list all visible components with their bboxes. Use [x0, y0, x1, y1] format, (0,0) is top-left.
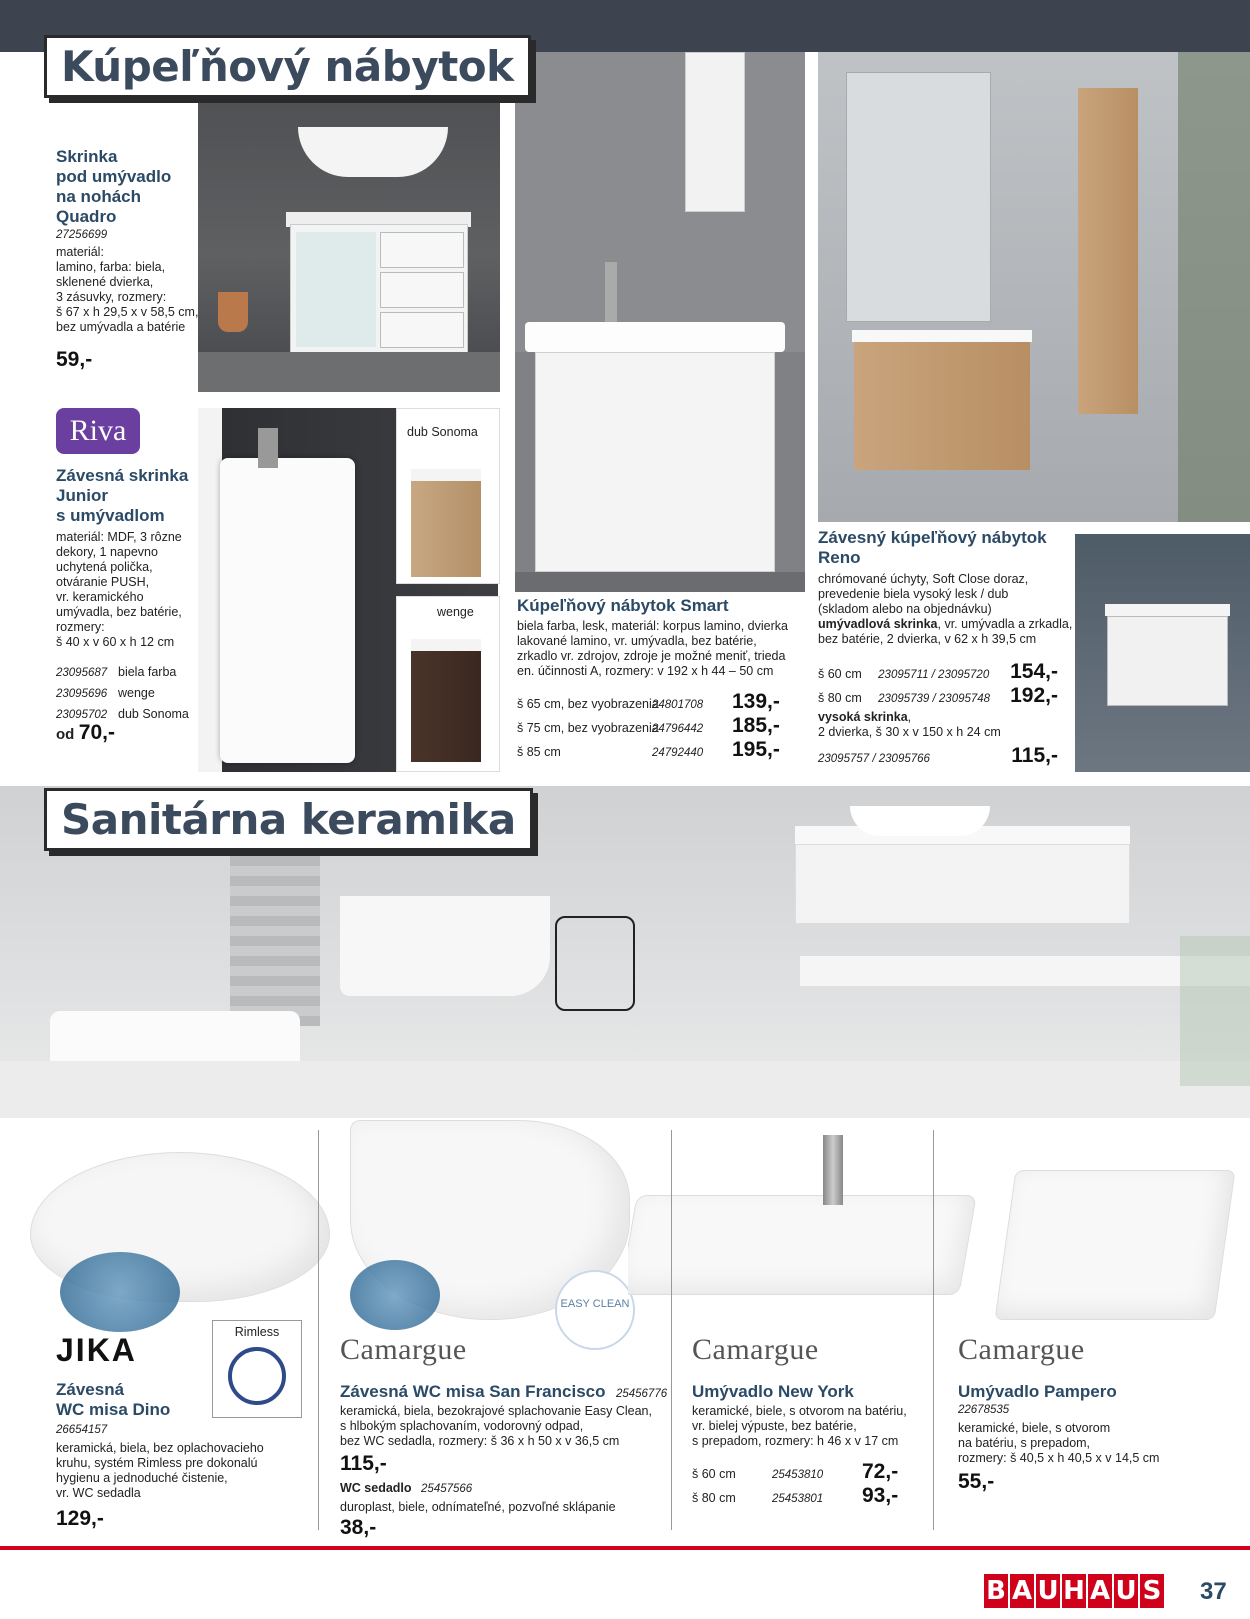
label-wenge: wenge	[437, 605, 474, 619]
sanfrancisco-price: 115,-	[340, 1452, 387, 1475]
junior-title: Závesná skrinka Junior s umývadlom	[56, 466, 189, 525]
quadro-title: Skrinka pod umývadlo na nohách Quadro	[56, 147, 172, 226]
variant-row: 23095702 dub Sonoma	[56, 707, 189, 721]
footer-rule	[0, 1546, 1250, 1550]
junior-desc: materiál: MDF, 3 rôzne dekory, 1 napevno uchytená polička, otváranie PUSH, vr. keramického umývadla, bez batérie, rozmery: š 40 x v 60 x h 12 cm	[56, 530, 182, 649]
newyork-desc: keramické, biele, s otvorom na batériu, vr. bielej výpuste, bez batérie, s prepadom, rozmery: h 46 x v 17 cm	[692, 1404, 907, 1448]
quadro-price: 59,-	[56, 348, 93, 371]
easy-clean-badge: EASY CLEAN	[555, 1270, 635, 1350]
sanfrancisco-title-row: Závesná WC misa San Francisco 25456776	[340, 1382, 668, 1401]
newyork-row: š 60 cm 25453810 72,-	[692, 1460, 899, 1483]
smart-photo	[515, 52, 805, 592]
dino-desc: keramická, biela, bez oplachovacieho kruhu, systém Rimless pre dokonalú hygienu a jednoduché čistenie, vr. WC sedadla	[56, 1441, 264, 1500]
reno-title: Závesný kúpeľňový nábytok Reno	[818, 528, 1047, 567]
quadro-photo	[198, 52, 500, 392]
dino-wc-image	[10, 1122, 330, 1332]
page-number: 37	[1200, 1578, 1227, 1605]
quadro-desc: materiál: lamino, farba: biela, sklenené dvierka, 3 zásuvky, rozmery: š 67 x h 29,5 x v 58,5 cm, bez umývadla a batérie	[56, 245, 199, 334]
newyork-title: Umývadlo New York	[692, 1382, 854, 1401]
pampero-title: Umývadlo Pampero	[958, 1382, 1117, 1401]
smart-title: Kúpeľňový nábytok Smart	[517, 596, 729, 615]
section-title-furniture: Kúpeľňový nábytok	[44, 35, 531, 98]
divider	[671, 1130, 672, 1530]
newyork-basin-image	[628, 1135, 983, 1325]
pampero-desc: keramické, biele, s otvorom na batériu, s prepadom, rozmery: š 40,5 x h 40,5 x v 14,5 cm	[958, 1421, 1160, 1465]
sanfrancisco-desc: keramická, biela, bezokrajové splachovanie Easy Clean, s hlbokým splachovaním, vodorovný odpad, bez WC sedadla, rozmery: š 36 x h 50 x v 36,5 cm	[340, 1404, 652, 1448]
sanfrancisco-wc-image	[340, 1120, 640, 1350]
dino-code: 26654157	[56, 1424, 108, 1436]
reno-row: š 80 cm 23095739 / 23095748 192,-	[818, 684, 1058, 707]
pampero-basin-image	[995, 1150, 1245, 1335]
pampero-code: 22678535	[958, 1404, 1010, 1416]
junior-variants	[56, 662, 201, 725]
reno-row: š 60 cm 23095711 / 23095720 154,-	[818, 660, 1058, 683]
riva-brand-text: Riva	[69, 414, 127, 447]
sonoma-swatch	[396, 408, 500, 584]
variant-row: 23095687 biela farba	[56, 665, 177, 679]
wenge-swatch	[396, 596, 500, 772]
reno-desc: chrómované úchyty, Soft Close doraz, prevedenie biela vysoký lesk / dub (skladom alebo na objednávku) umývadlová skrinka, vr. umývadla a zrkadla, bez batérie, 2 dvierka, v 62 x h 39,5 cm	[818, 572, 1073, 646]
seat-desc: duroplast, biele, odnímateľné, pozvoľné sklápanie	[340, 1500, 616, 1514]
reno-tall-row: 23095757 / 23095766 115,-	[818, 744, 1058, 767]
reno-white-photo	[1075, 534, 1250, 772]
seat-row: WC sedadlo 25457566	[340, 1481, 473, 1495]
smart-row: š 75 cm, bez vyobrazenia 24796442 185,-	[517, 714, 780, 737]
riva-logo	[56, 408, 140, 454]
variant-row: 23095696 wenge	[56, 686, 155, 700]
jika-logo: JIKA	[56, 1332, 137, 1368]
rimless-label: Rimless	[234, 1325, 280, 1339]
quadro-code: 27256699	[56, 229, 108, 241]
seat-price: 38,-	[340, 1516, 377, 1539]
smart-row: š 85 cm 24792440 195,-	[517, 738, 780, 761]
label-sonoma: dub Sonoma	[407, 425, 478, 439]
dino-title: Závesná WC misa Dino	[56, 1380, 171, 1419]
rimless-box	[212, 1320, 302, 1418]
smart-desc: biela farba, lesk, materiál: korpus lamino, dvierka lakované lamino, vr. umývadla, bez batérie, zrkadlo vr. zdrojov, zdroje je možné meniť, trieda en. účinnosti A, rozmery: v 192 x h 44 – 50 cm	[517, 619, 788, 678]
bauhaus-logo: B A U H A U S	[984, 1574, 1164, 1608]
smart-row: š 65 cm, bez vyobrazenia 24801708 139,-	[517, 690, 780, 713]
camargue-logo: Camargue	[958, 1333, 1085, 1366]
rimless-icon	[228, 1347, 286, 1405]
camargue-logo: Camargue	[340, 1333, 467, 1366]
junior-price: od 70,-	[56, 721, 115, 744]
reno-tall-desc: vysoká skrinka, 2 dvierka, š 30 x v 150 x h 24 cm	[818, 710, 1001, 739]
divider	[318, 1130, 319, 1530]
pampero-price: 55,-	[958, 1470, 995, 1493]
newyork-row: š 80 cm 25453801 93,-	[692, 1484, 899, 1507]
dino-price: 129,-	[56, 1507, 104, 1530]
camargue-logo: Camargue	[692, 1333, 819, 1366]
divider	[933, 1130, 934, 1530]
reno-photo	[818, 52, 1250, 522]
section-title-ceramics: Sanitárna keramika	[44, 788, 533, 851]
